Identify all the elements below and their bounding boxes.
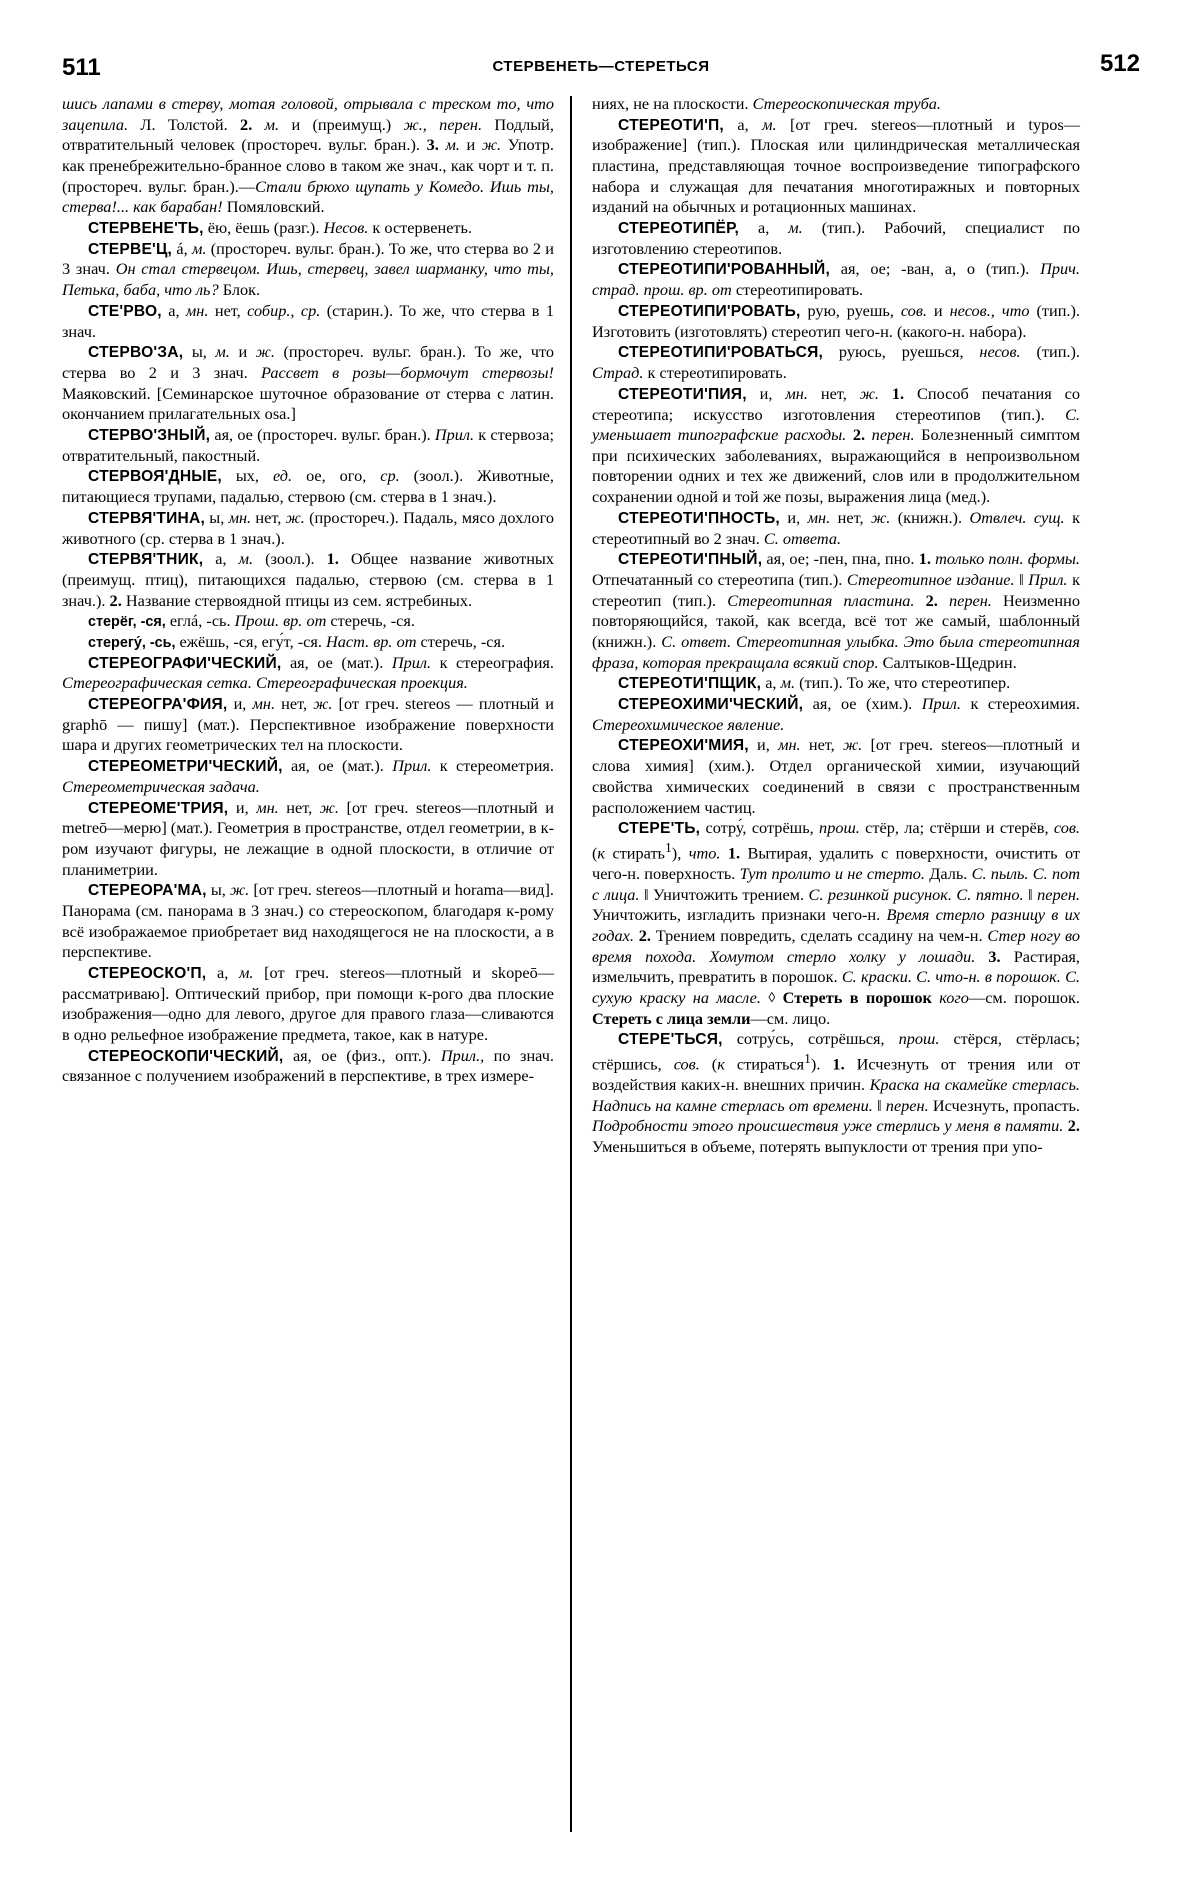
dictionary-entry: СТЕРЕОХИМИ'ЧЕСКИЙ, ая, ое (хим.). Прил. к стереохимия. Стереохимическое явление. [592,694,1080,734]
column-right [572,94,1080,1834]
dictionary-entry: СТЕРВЕНЕ'ТЬ, ёю, ёешь (разг.). Несов. к остервенеть. [88,217,473,237]
dictionary-entry: СТЕРЕОТИПИ'РОВАННЫЙ, ая, ое; -ван, а, о (тип.). Прич. страд. прош. вр. от стереотипировать. [592,259,1080,300]
dictionary-entry: СТЕРЕОТИПЁР, а, м. (тип.). Рабочий, специалист по изготовлению стереотипов. [592,218,1080,258]
dictionary-entry: СТЕРЕОХИ'МИЯ, и, мн. нет, ж. [от греч. stereos—плотный и слова химия] (хим.). Отдел органической химии, изучающий свойства химических соединений в связи с пространственным расположением частиц. [592,735,1080,817]
dictionary-entry: СТЕРВО'ЗА, ы, м. и ж. (простореч. вульг. бран.). То же, что стерва во 2 и 3 знач. Рассвет в розы—бормочут стервозы! Маяковский. [Семинарское шуточное образование от стерва с латин. окончанием прилагательных osa.] [62,342,554,424]
dictionary-entry: СТЕРВЯ'ТНИК, а, м. (зоол.). 1. Общее название животных (преимущ. птиц), питающихся падалью, стервою (см. стерва в 1 знач.). 2. Название стервоядной птицы из сем. ястребиных. [62,549,555,610]
dictionary-entry: СТЕРЕОРА'МА, ы, ж. [от греч. stereos—плотный и horama—вид]. Панорама (см. панорама в 3 знач.) со стереоскопом, благодаря к-рому всё изображаемое приобретает вид находящегося не на плоскости, а в перспективе. [62,880,554,962]
two-column-body [62,94,1140,1834]
dictionary-entry: СТЕРЕОТИ'ПИЯ, и, мн. нет, ж. 1. Способ печатания со стереотипа; искусство изготовления стереотипов (тип.). С. уменьшает типографские расходы. 2. перен. Болезненный симптом при психических заболеваниях, выражающийся в непроизвольном повторении одних и тех же движений, слов или в продолжительном сохранении одной и той же позы, выражения лица (мед.). [592,383,1081,507]
column-left [62,94,570,1834]
dictionary-entry: СТЕРВЯ'ТИНА, ы, мн. нет, ж. (простореч.). Падаль, мясо дохлого животного (ср. стерва в 1 знач.). [62,507,554,548]
dictionary-entry: СТЕРЕОМЕ'ТРИЯ, и, мн. нет, ж. [от греч. stereos—плотный и metreō—мерю] (мат.). Геометрия в пространстве, отдел геометрии, в к-ром изучают фигуры, не лежащие в одной плоскости, в отличие от планиметрии. [62,797,555,879]
dictionary-entry: стерёг, -ся, еглá, -сь. Прош. вр. от стеречь, -ся. [88,611,415,631]
dictionary-entry: СТЕРЕОТИ'ПЩИК, а, м. (тип.). То же, что стереотипер. [618,673,1011,693]
dictionary-entry: СТЕРВОЯ'ДНЫЕ, ых, ед. ое, ого, ср. (зоол.). Животные, питающиеся трупами, падалью, стервою (см. стерва в 1 знач.). [62,466,554,507]
page-number-left: 511 [62,54,101,81]
dictionary-entry: СТЕРВО'ЗНЫЙ, ая, ое (простореч. вульг. бран.). Прил. к стервоза; отвратительный, пакостный. [62,424,554,465]
entry-continuation: ниях, не на плоскости. Стереоскопическая труба. [592,94,941,113]
dictionary-entry: СТЕРЕ'ТЬ, сотру́, сотрёшь, прош. стёр, ла; стёрши и стерёв, сов. (к стирать$^1$), что. 1. Вытирая, удалить с поверхности, очистить от чего-н. поверхность. Тут пролито и не стерто. Даль. С. пыль. С. пот с лица. ‖ Уничтожить трением. С. резинкой рисунок. С. пятно. ‖ перен. Уничтожить, изгладить признаки чего-н. Время стерло разницу в их годах. 2. Трением повредить, сделать ссадину на чем-н. Стер ногу во время похода. Хомутом стерло холку у лошади. 3. Растирая, измельчить, превратить в порошок. С. краски. С. что-н. в порошок. С. сухую краску на масле. ◊ Стереть в порошок кого—см. порошок. Стереть с лица земли—см. лицо. [592,818,1080,1028]
dictionary-entry: СТЕРЕОСКО'П, а, м. [от греч. stereos—плотный и skopeō—рассматриваю]. Оптический прибор, при помощи к-рого два плоские изображения—одно для левого, другое для правого глаза—сливаются в одно рельефное изображение предмета, такое, как в натуре. [62,962,555,1045]
page-number-right: 512 [1099,50,1140,77]
dictionary-entry: СТЕРЕОМЕТРИ'ЧЕСКИЙ, ая, ое (мат.). Прил. к стереометрия. Стереометрическая задача. [62,756,554,796]
dictionary-entry: СТЕРВЕ'Ц, á, м. (простореч. вульг. бран.). То же, что стерва во 2 и 3 знач. Он стал стервецом. Ишь, стервец, завел шарманку, что ты, Петька, баба, что ль? Блок. [62,238,555,300]
dictionary-entry: СТЕ'РВО, а, мн. нет, собир., ср. (старин.). То же, что стерва в 1 знач. [62,300,555,341]
dictionary-entry: СТЕРЕОТИПИ'РОВАТЬСЯ, руюсь, руешься, несов. (тип.). Страд. к стереотипировать. [592,342,1080,383]
dictionary-entry: СТЕРЕОТИ'П, а, м. [от греч. stereos—плотный и typos—изображение] (тип.). Плоская или цилиндрическая металлическая пластина, представляющая точное воспроизведение типографского набора и служащая для печатания многотиражных и повторных изданий на обычных и ротационных машинах. [592,114,1080,217]
dictionary-entry: СТЕРЕОГРА'ФИЯ, и, мн. нет, ж. [от греч. stereos — плотный и graphō — пишу] (мат.). Перспективное изображение поверхности шара и других геометрических тел на плоскости. [62,694,554,755]
dictionary-entry: СТЕРЕОТИ'ПНЫЙ, ая, ое; -пен, пна, пно. 1. только полн. формы. Отпечатанный со стереотипа (тип.). Стереотипное издание. ‖ Прил. к стереотип (тип.). Стереотипная пластина. 2. перен. Неизменно повторяющийся, такой, как всегда, всё тот же самый, шаблонный (книжн.). С. ответ. Стереотипная улыбка. Это была стереотипная фраза, которая прекращала всякий спор. Салтыков-Щедрин. [592,549,1081,672]
dictionary-entry: СТЕРЕОТИ'ПНОСТЬ, и, мн. нет, ж. (книжн.). Отвлеч. сущ. к стереотипный во 2 знач. С. ответа. [592,507,1080,548]
dictionary-entry: СТЕРЕОТИПИ'РОВАТЬ, рую, руешь, сов. и несов., что (тип.). Изготовить (изготовлять) стереотип чего-н. (какого-н. набора). [592,300,1080,341]
running-head: СТЕРВЕНЕТЬ—СТЕРЕТЬСЯ [492,58,710,75]
dictionary-entry: стерегу́, -сь, ежёшь, -ся, егу́т, -ся. Наст. вр. от стеречь, -ся. [88,631,506,651]
entry-continuation: шись лапами в стерву, мотая головой, отрывала с треском то, что зацепила. Л. Толстой. 2. м. и (преимущ.) ж., перен. Подлый, отвратительный человек (простореч. вульг. бран.). 3. м. и ж. Употр. как пренебрежительно-бранное слово в таком же знач., как чорт и т. п. (простореч. вульг. бран.).—Стали брюхо щупать у Комедо. Ишь ты, стерва!... как барабан! Помяловский. [62,94,554,217]
dictionary-entry: СТЕРЕОГРАФИ'ЧЕСКИЙ, ая, ое (мат.). Прил. к стереография. Стереографическая сетка. Стереографическая проекция. [62,652,554,693]
page-header [62,50,1140,88]
dictionary-entry: СТЕРЕОСКОПИ'ЧЕСКИЙ, ая, ое (физ., опт.). Прил., по знач. связанное с получением изображений в перспективе, в трех измере- [62,1045,554,1086]
dictionary-entry: СТЕРЕ'ТЬСЯ, сотру́сь, сотрёшься, прош. стёрся, стёрлась; стёршись, сов. (к стираться$^1$). 1. Исчезнуть от трения или от воздействия каких-н. внешних причин. Краска на скамейке стерлась. Надпись на камне стерлась от времени. ‖ перен. Исчезнуть, пропасть. Подробности этого происшествия уже стерлись у меня в памяти. 2. Уменьшиться в объеме, потерять выпуклости от трения при упо- [592,1029,1080,1157]
